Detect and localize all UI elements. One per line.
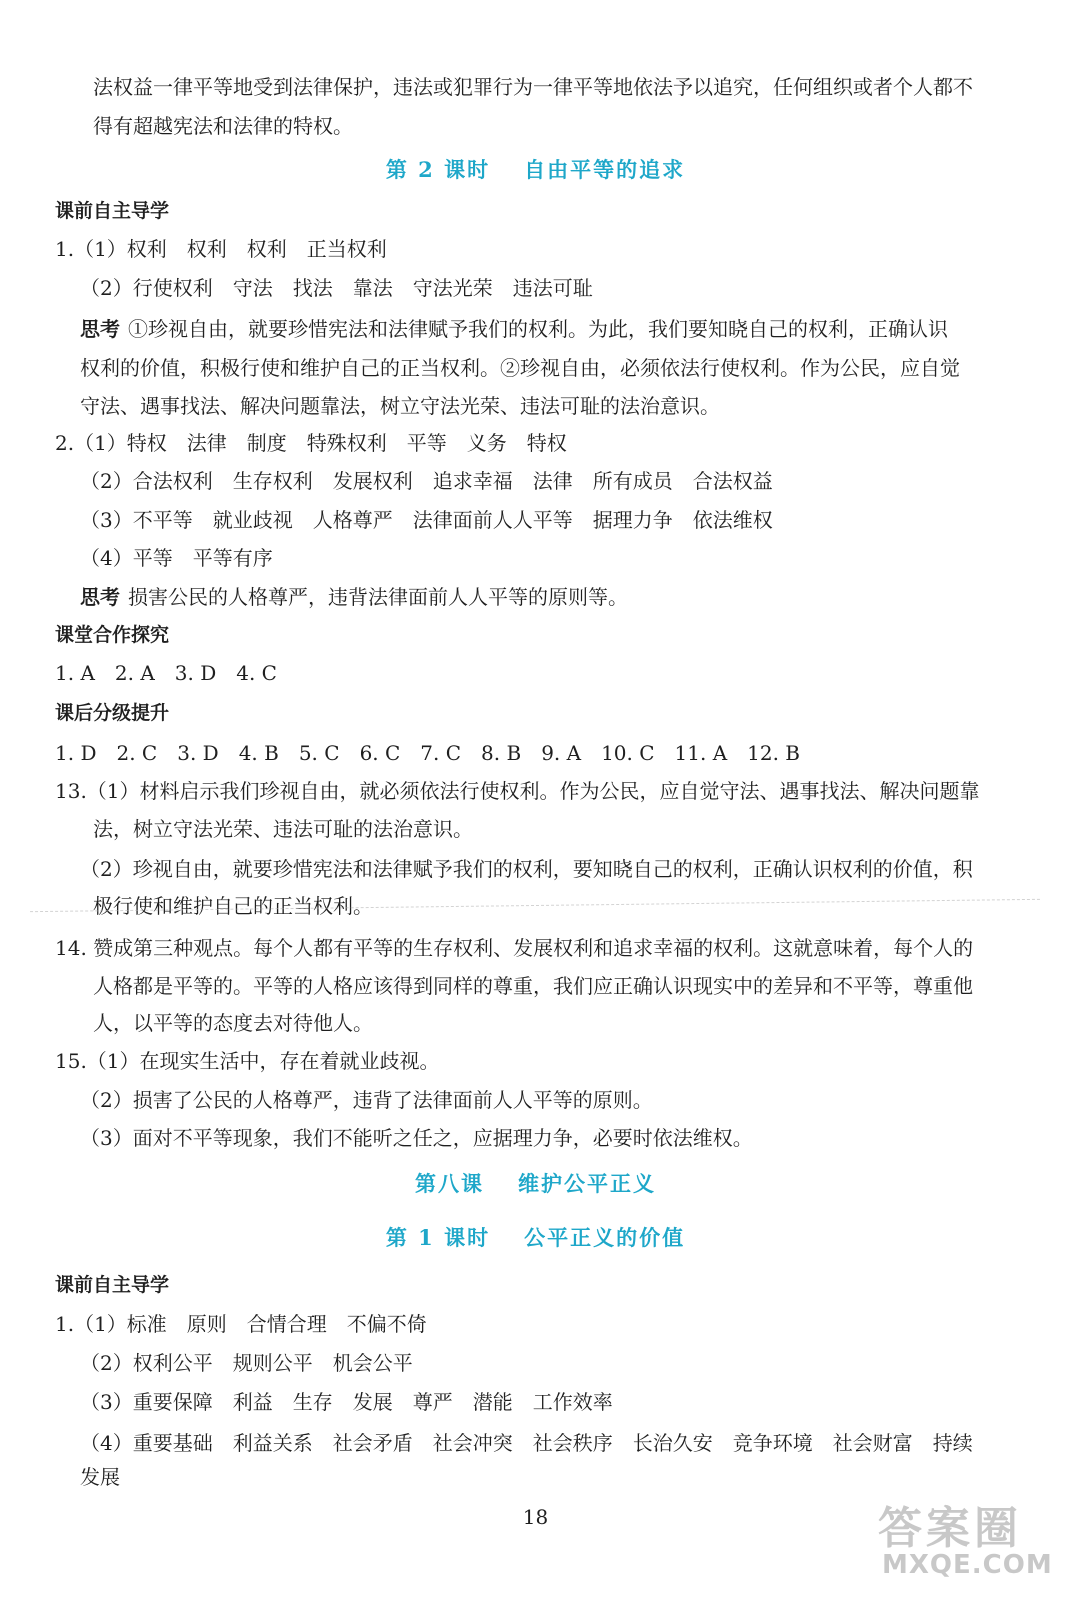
- watermark-text-url: MXQE.COM: [882, 1550, 1053, 1580]
- pre-study-q2-1: 2.（1）特权 法律 制度 特殊权利 平等 义务 特权: [55, 431, 567, 455]
- pre-study-heading-8-1: 课前自主导学: [55, 1274, 170, 1296]
- pre-study-q2-3: （3）不平等 就业歧视 人格尊严 法律面前人人平等 据理力争 依法维权: [80, 508, 773, 532]
- lesson-8-1-title-name: 公平正义的价值: [524, 1225, 686, 1250]
- think-1-line-1: 思考 ①珍视自由，就要珍惜宪法和法律赋予我们的权利。为此，我们要知晓自己的权利，正确认识: [80, 317, 948, 341]
- q14-line-2: 人格都是平等的。平等的人格应该得到同样的尊重，我们应正确认识现实中的差异和不平等，尊重他: [93, 974, 973, 998]
- q13-2-line-2: 极行使和维护自己的正当权利。: [93, 894, 373, 918]
- q15-2: （2）损害了公民的人格尊严，违背了法律面前人人平等的原则。: [80, 1088, 653, 1112]
- continued-text-line-1: 法权益一律平等地受到法律保护，违法或犯罪行为一律平等地依法予以追究，任何组织或者个人都不: [93, 75, 973, 99]
- lesson-2-title: [0, 156, 1071, 184]
- watermark-logo: [868, 1492, 1058, 1592]
- pre-study-q2-2: （2）合法权利 生存权利 发展权利 追求幸福 法律 所有成员 合法权益: [80, 469, 773, 493]
- coop-answers: 1. A 2. A 3. D 4. C: [55, 661, 277, 685]
- q13-2-line-1: （2）珍视自由，就要珍惜宪法和法律赋予我们的权利，要知晓自己的权利，正确认识权利的价值，积: [80, 857, 973, 881]
- q14-line-1: 14. 赞成第三种观点。每个人都有平等的生存权利、发展权利和追求幸福的权利。这就意味着，每个人的: [55, 936, 974, 960]
- lesson-8-title: [0, 1170, 1071, 1198]
- pre-study-8-1-q1-4-line-2: 发展: [80, 1465, 120, 1489]
- q14-line-3: 人，以平等的态度去对待他人。: [93, 1011, 373, 1035]
- pre-study-q2-4: （4）平等 平等有序: [80, 546, 273, 570]
- pre-study-8-1-q1-4-line-1: （4）重要基础 利益关系 社会矛盾 社会冲突 社会秩序 长治久安 竞争环境 社会财富 持续: [80, 1431, 973, 1455]
- lesson-8-1-title-number: 第 1 课时: [385, 1225, 491, 1250]
- page-number: 18: [522, 1505, 549, 1529]
- continued-text-line-2: 得有超越宪法和法律的特权。: [93, 114, 353, 138]
- q15-3: （3）面对不平等现象，我们不能听之任之，应据理力争，必要时依法维权。: [80, 1126, 753, 1150]
- after-class-heading: 课后分级提升: [55, 702, 170, 724]
- pre-study-q1-2: （2）行使权利 守法 找法 靠法 守法光荣 违法可耻: [80, 276, 593, 300]
- think-2: 思考 损害公民的人格尊严，违背法律面前人人平等的原则等。: [80, 585, 628, 609]
- lesson-2-title-name: 自由平等的追求: [524, 157, 686, 182]
- think-1-line-3: 守法、遇事找法、解决问题靠法，树立守法光荣、违法可耻的法治意识。: [80, 394, 720, 418]
- lesson-8-title-number: 第八课: [415, 1171, 484, 1196]
- think-label: 思考: [80, 585, 120, 609]
- pre-study-8-1-q1-2: （2）权利公平 规则公平 机会公平: [80, 1351, 413, 1375]
- q15-1: 15.（1）在现实生活中，存在着就业歧视。: [55, 1049, 440, 1073]
- pre-study-8-1-q1-1: 1.（1）标准 原则 合情合理 不偏不倚: [55, 1312, 427, 1336]
- lesson-2-title-number: 第 2 课时: [385, 157, 491, 182]
- coop-heading: 课堂合作探究: [55, 624, 170, 646]
- pre-study-q1-1: 1.（1）权利 权利 权利 正当权利: [55, 237, 387, 261]
- after-class-answers: 1. D 2. C 3. D 4. B 5. C 6. C 7. C 8. B 9. A 10. C 11. A 12. B: [55, 741, 801, 765]
- lesson-8-1-title: [0, 1224, 1071, 1252]
- watermark-text-cn: 答案圈: [878, 1503, 1022, 1554]
- think-1-line-2: 权利的价值，积极行使和维护自己的正当权利。②珍视自由，必须依法行使权利。作为公民，应自觉: [80, 356, 960, 380]
- pre-study-heading: 课前自主导学: [55, 200, 170, 222]
- think-label: 思考: [80, 317, 120, 341]
- q13-1-line-1: 13.（1）材料启示我们珍视自由，就必须依法行使权利。作为公民，应自觉守法、遇事找法、解决问题靠: [55, 779, 980, 803]
- lesson-8-title-name: 维护公平正义: [518, 1171, 656, 1196]
- pre-study-8-1-q1-3: （3）重要保障 利益 生存 发展 尊严 潜能 工作效率: [80, 1390, 613, 1414]
- q13-1-line-2: 法，树立守法光荣、违法可耻的法治意识。: [93, 817, 473, 841]
